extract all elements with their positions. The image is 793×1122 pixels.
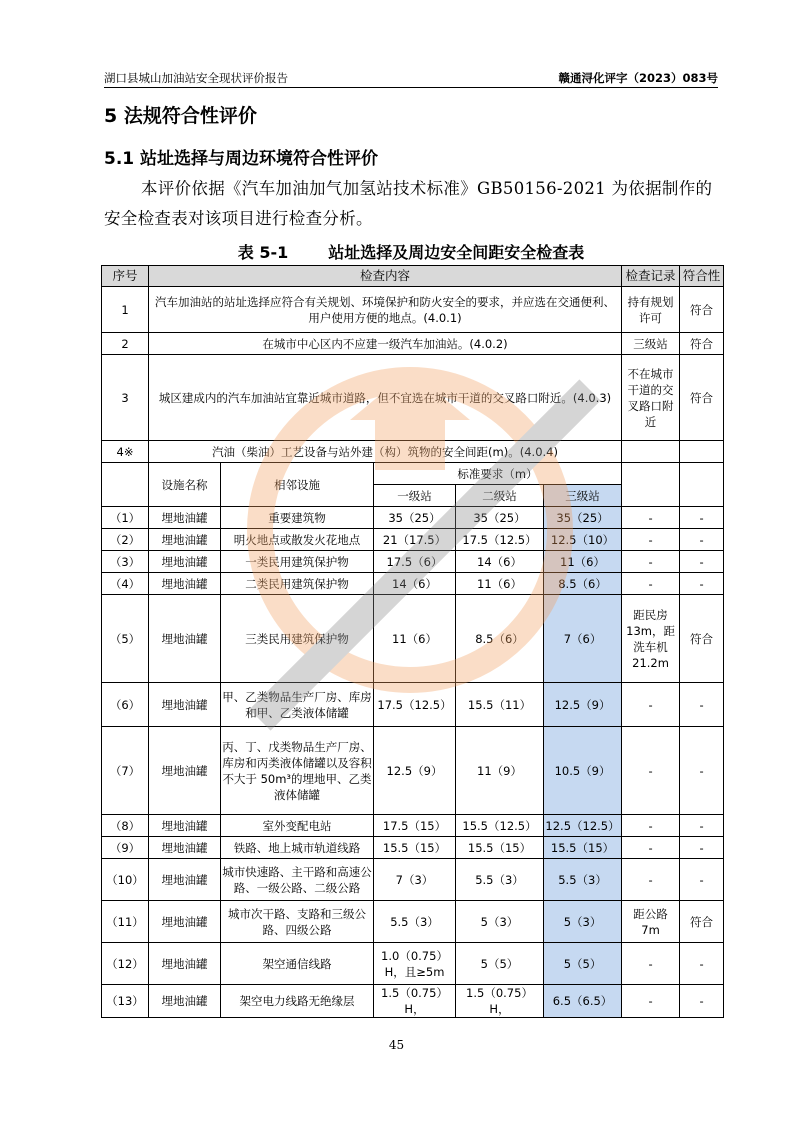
row-grade2: 15.5（15）: [456, 837, 544, 859]
row-record: -: [622, 837, 680, 859]
table-row: [102, 837, 724, 859]
row-facility: 埋地油罐: [149, 985, 221, 1018]
row-record: -: [622, 727, 680, 815]
row-adjacent: 二类民用建筑保护物: [221, 573, 374, 595]
row-no: （13）: [102, 985, 149, 1018]
table-row: [102, 901, 724, 943]
row-grade3: 5（5）: [544, 943, 622, 985]
table-row: [102, 859, 724, 901]
row-grade1: 35（25）: [374, 507, 456, 529]
row-facility: 埋地油罐: [149, 507, 221, 529]
row-content: 城区建成内的汽车加油站宜靠近城市道路，但不宜选在城市干道的交叉路口附近。(4.0.3): [149, 355, 622, 441]
row-grade1: 17.5（12.5）: [374, 683, 456, 727]
row-grade3: 12.5（9）: [544, 683, 622, 727]
row-facility: 埋地油罐: [149, 683, 221, 727]
row-adjacent: 三类民用建筑保护物: [221, 595, 374, 683]
table-row: [102, 333, 724, 355]
row-no: 2: [102, 333, 149, 355]
row-adjacent: 架空电力线路无绝缘层: [221, 985, 374, 1018]
row-grade1: 7（3）: [374, 859, 456, 901]
row-no: （8）: [102, 815, 149, 837]
row-grade1: 21（17.5）: [374, 529, 456, 551]
sub-header-row: [102, 463, 724, 485]
row-conform: 符合: [680, 355, 724, 441]
table-row: [102, 943, 724, 985]
row-grade2: 11（9）: [456, 727, 544, 815]
row-facility: 埋地油罐: [149, 551, 221, 573]
row-content: 汽车加油站的站址选择应符合有关规划、环境保护和防火安全的要求，并应选在交通便利、用户使用方便的地点。(4.0.1): [149, 287, 622, 333]
row-no: （2）: [102, 529, 149, 551]
header-conform: 符合性: [680, 266, 724, 287]
row-content: 汽油（柴油）工艺设备与站外建（构）筑物的安全间距(m)。(4.0.4): [149, 441, 622, 463]
row-facility: 埋地油罐: [149, 943, 221, 985]
row-grade2: 14（6）: [456, 551, 544, 573]
table-row: [102, 507, 724, 529]
row-record: -: [622, 683, 680, 727]
row-facility: 埋地油罐: [149, 837, 221, 859]
row-grade3: 12.5（10）: [544, 529, 622, 551]
row-record: -: [622, 507, 680, 529]
row-grade1: 11（6）: [374, 595, 456, 683]
row-grade3: 35（25）: [544, 507, 622, 529]
sub-header-conform-blank: [680, 463, 724, 507]
row-grade2: 5.5（3）: [456, 859, 544, 901]
row-record: 距公路 7m: [622, 901, 680, 943]
row-record: -: [622, 943, 680, 985]
row-grade3: 7（6）: [544, 595, 622, 683]
row-conform: -: [680, 529, 724, 551]
row-conform: 符合: [680, 333, 724, 355]
row-grade1: 17.5（15）: [374, 815, 456, 837]
row-grade1: 14（6）: [374, 573, 456, 595]
sub-header-blank: [102, 463, 149, 507]
row-conform: -: [680, 507, 724, 529]
row-conform: -: [680, 985, 724, 1018]
row-conform: -: [680, 683, 724, 727]
row-grade1: 1.5（0.75）H，: [374, 985, 456, 1018]
row-adjacent: 明火地点或散发火花地点: [221, 529, 374, 551]
row-record: 三级站: [622, 333, 680, 355]
row-grade1: 5.5（3）: [374, 901, 456, 943]
row-no: （9）: [102, 837, 149, 859]
row-adjacent: 城市快速路、主干路和高速公路、一级公路、二级公路: [221, 859, 374, 901]
row-facility: 埋地油罐: [149, 573, 221, 595]
row-grade2: 5（5）: [456, 943, 544, 985]
row-grade2: 8.5（6）: [456, 595, 544, 683]
row-no: 3: [102, 355, 149, 441]
safety-checklist-table: [101, 265, 724, 1018]
row-grade2: 35（25）: [456, 507, 544, 529]
row-conform: -: [680, 859, 724, 901]
row-adjacent: 城市次干路、支路和三级公路、四级公路: [221, 901, 374, 943]
sub-header-standard: 标准要求（m）: [374, 463, 622, 485]
table-row: [102, 287, 724, 333]
table-header-row: [102, 266, 724, 287]
row-grade1: 1.0（0.75）H，且≥5m: [374, 943, 456, 985]
row-grade2: 11（6）: [456, 573, 544, 595]
row-facility: 埋地油罐: [149, 859, 221, 901]
row-conform: -: [680, 943, 724, 985]
subsection-title: 5.1 站址选择与周边环境符合性评价: [104, 149, 379, 169]
row-record: -: [622, 815, 680, 837]
row-record: 不在城市干道的交叉路口附近: [622, 355, 680, 441]
row-grade2: 1.5（0.75）H，: [456, 985, 544, 1018]
row-conform: -: [680, 815, 724, 837]
row-facility: 埋地油罐: [149, 529, 221, 551]
page-header: [104, 67, 718, 88]
row-grade2: 15.5（12.5）: [456, 815, 544, 837]
sub-header-record-blank: [622, 463, 680, 507]
table-caption-number: 表 5-1: [237, 243, 289, 262]
row-grade3: 11（6）: [544, 551, 622, 573]
row-no: （10）: [102, 859, 149, 901]
row-adjacent: 架空通信线路: [221, 943, 374, 985]
row-no: （5）: [102, 595, 149, 683]
row-adjacent: 一类民用建筑保护物: [221, 551, 374, 573]
table-row: [102, 441, 724, 463]
row-no: （4）: [102, 573, 149, 595]
row-adjacent: 室外变配电站: [221, 815, 374, 837]
sub-header-grade1: 一级站: [374, 485, 456, 507]
row-conform: -: [680, 573, 724, 595]
row-adjacent: 重要建筑物: [221, 507, 374, 529]
row-no: （6）: [102, 683, 149, 727]
table-caption-title: 站址选择及周边安全间距安全检查表: [328, 243, 585, 262]
row-record: -: [622, 551, 680, 573]
row-grade3: 12.5（12.5）: [544, 815, 622, 837]
row-facility: 埋地油罐: [149, 901, 221, 943]
header-no: 序号: [102, 266, 149, 287]
row-facility: 埋地油罐: [149, 595, 221, 683]
header-report-number: 赣通浔化评字（2023）083号: [558, 71, 718, 85]
row-no: （11）: [102, 901, 149, 943]
table-caption: [104, 240, 718, 263]
sub-header-grade3: 三级站: [544, 485, 622, 507]
row-grade2: 15.5（11）: [456, 683, 544, 727]
row-grade3: 5（3）: [544, 901, 622, 943]
table-row: [102, 529, 724, 551]
distance-rows: [102, 507, 724, 1018]
row-record: -: [622, 859, 680, 901]
row-grade2: 17.5（12.5）: [456, 529, 544, 551]
header-content: 检查内容: [149, 266, 622, 287]
row-grade1: 12.5（9）: [374, 727, 456, 815]
row-record: -: [622, 529, 680, 551]
row-content: 在城市中心区内不应建一级汽车加油站。(4.0.2): [149, 333, 622, 355]
row-grade3: 10.5（9）: [544, 727, 622, 815]
row-record: [622, 441, 680, 463]
row-no: （1）: [102, 507, 149, 529]
sub-header-adjacent: 相邻设施: [221, 463, 374, 507]
header-report-title: 湖口县城山加油站安全现状评价报告: [104, 71, 288, 85]
row-grade3: 6.5（6.5）: [544, 985, 622, 1018]
table-row: [102, 815, 724, 837]
row-no: 1: [102, 287, 149, 333]
row-adjacent: 铁路、地上城市轨道线路: [221, 837, 374, 859]
page-number: 45: [388, 1038, 405, 1052]
row-no: （12）: [102, 943, 149, 985]
sub-header-facility: 设施名称: [149, 463, 221, 507]
row-no: （3）: [102, 551, 149, 573]
row-record: -: [622, 985, 680, 1018]
row-grade3: 5.5（3）: [544, 859, 622, 901]
table-row: [102, 727, 724, 815]
row-facility: 埋地油罐: [149, 727, 221, 815]
row-conform: -: [680, 837, 724, 859]
row-grade3: 8.5（6）: [544, 573, 622, 595]
row-record: -: [622, 573, 680, 595]
row-adjacent: 丙、丁、戊类物品生产厂房、库房和丙类液体储罐以及容积不大于 50m³的埋地甲、乙类液体储罐: [221, 727, 374, 815]
row-conform: [680, 441, 724, 463]
row-record: 持有规划许可: [622, 287, 680, 333]
table-row: [102, 551, 724, 573]
row-no: 4※: [102, 441, 149, 463]
row-grade3: 15.5（15）: [544, 837, 622, 859]
intro-paragraph: 本评价依据《汽车加油加气加氢站技术标准》GB50156-2021 为依据制作的安全检查表对该项目进行检查分析。: [104, 179, 713, 228]
table-row: [102, 355, 724, 441]
row-no: （7）: [102, 727, 149, 815]
row-grade2: 5（3）: [456, 901, 544, 943]
row-conform: 符合: [680, 901, 724, 943]
header-record: 检查记录: [622, 266, 680, 287]
table-row: [102, 683, 724, 727]
row-conform: 符合: [680, 595, 724, 683]
row-record: 距民房13m，距洗车机21.2m: [622, 595, 680, 683]
row-conform: -: [680, 551, 724, 573]
sub-header-grade2: 二级站: [456, 485, 544, 507]
section-title: 5 法规符合性评价: [104, 105, 257, 127]
table-row: [102, 573, 724, 595]
row-facility: 埋地油罐: [149, 815, 221, 837]
row-adjacent: 甲、乙类物品生产厂房、库房和甲、乙类液体储罐: [221, 683, 374, 727]
table-row: [102, 595, 724, 683]
table-row: [102, 985, 724, 1018]
row-grade1: 15.5（15）: [374, 837, 456, 859]
row-conform: 符合: [680, 287, 724, 333]
row-grade1: 17.5（6）: [374, 551, 456, 573]
row-conform: -: [680, 727, 724, 815]
